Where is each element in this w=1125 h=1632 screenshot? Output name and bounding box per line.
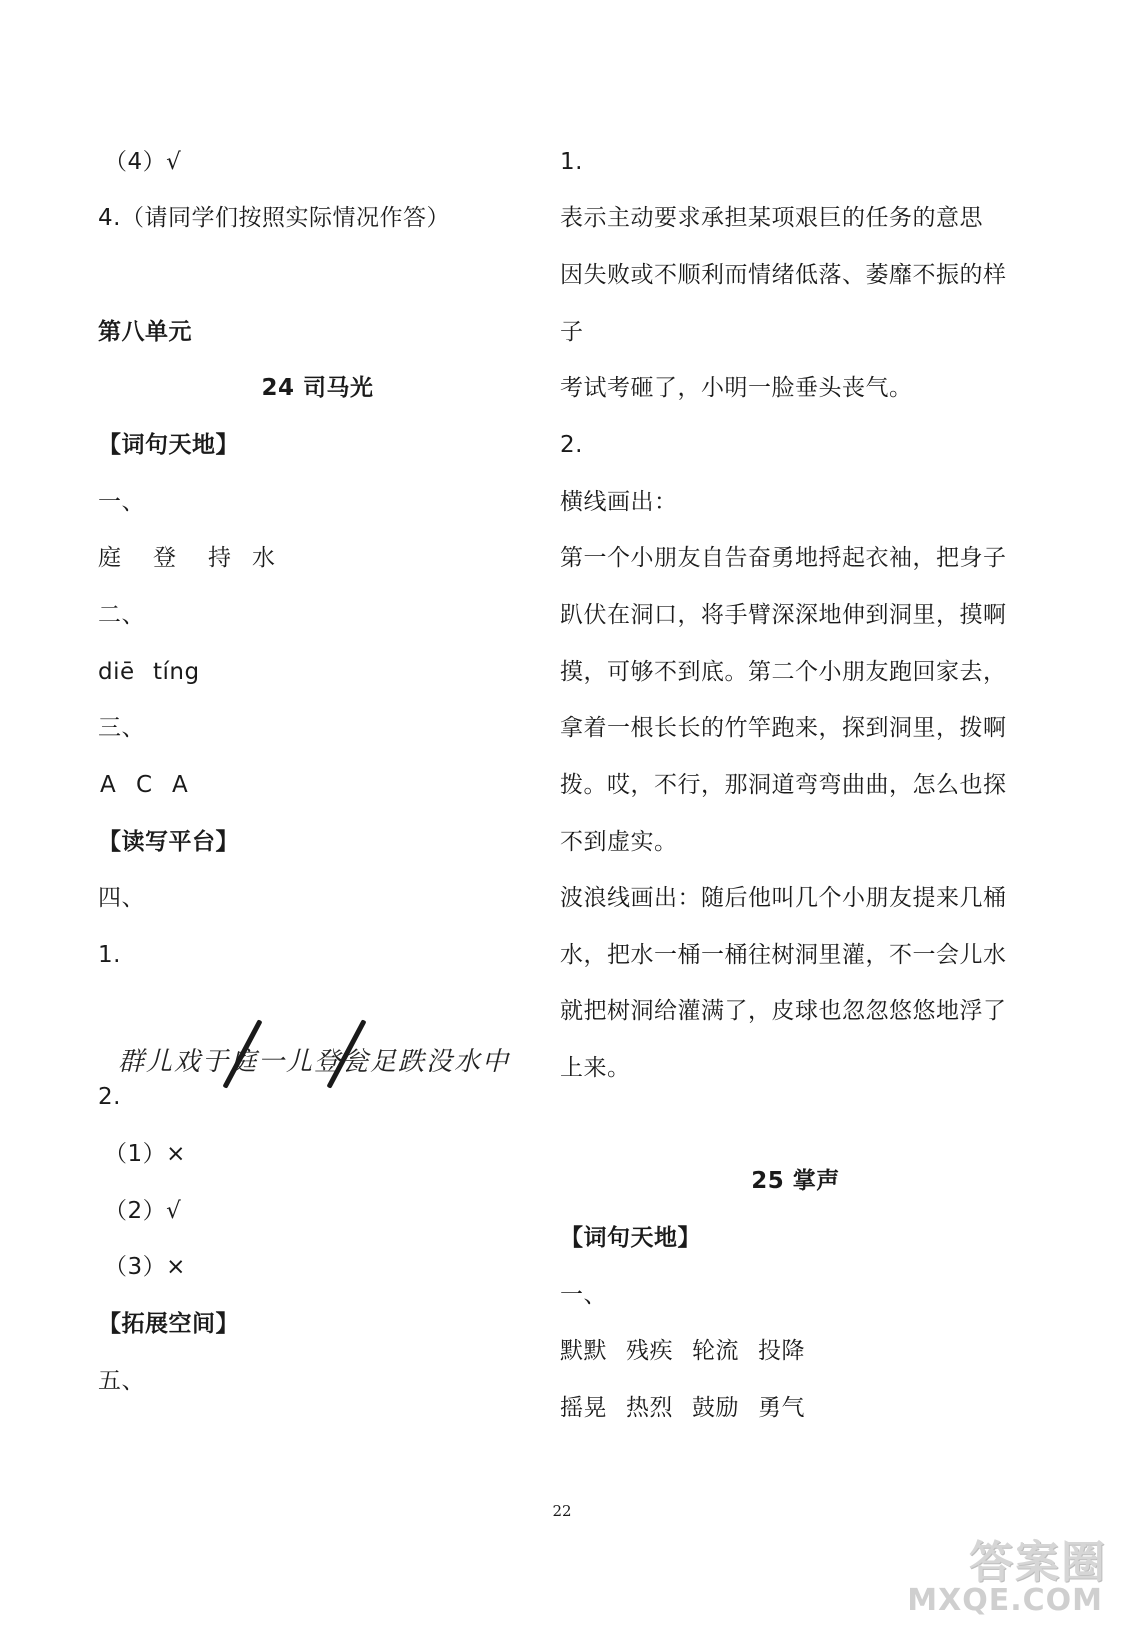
- item-2: 2.: [98, 1084, 121, 1110]
- choice-1: A: [100, 772, 117, 798]
- part-san: 三、: [98, 715, 145, 741]
- page-number: 22: [552, 1502, 572, 1520]
- r-line-9: 趴伏在洞口，将手臂深深地伸到洞里，摸啊: [560, 602, 1007, 628]
- part-yi: 一、: [98, 489, 145, 515]
- r-item-2: 2.: [560, 432, 583, 458]
- abc-answers: [100, 771, 188, 799]
- r-line-11: 拿着一根长长的竹竿跑来，探到洞里，拨啊: [560, 715, 1007, 741]
- judge-1: （1）×: [104, 1141, 186, 1167]
- word-7: 鼓励: [692, 1395, 739, 1421]
- r-line-15: 水，把水一桶一桶往树洞里灌，不一会儿水: [560, 942, 1007, 968]
- char-1: 庭: [98, 545, 122, 571]
- word-4: 投降: [758, 1338, 805, 1364]
- r-line-7: 横线画出：: [560, 489, 678, 515]
- r-line-5: 考试考砸了，小明一脸垂头丧气。: [560, 375, 913, 401]
- answer-4: 4.（请同学们按照实际情况作答）: [98, 205, 450, 231]
- word-row-2: [560, 1394, 805, 1422]
- watermark-top: 答案圈: [969, 1537, 1107, 1588]
- word-8: 勇气: [758, 1395, 805, 1421]
- section-tuozhan: 【拓展空间】: [98, 1311, 239, 1337]
- judge-2: （2）√: [104, 1198, 182, 1224]
- part-er: 二、: [98, 602, 145, 628]
- part-wu: 五、: [98, 1368, 145, 1394]
- r-line-10: 摸，可够不到底。第二个小朋友跑回家去，: [560, 659, 1007, 685]
- word-2: 残疾: [626, 1338, 673, 1364]
- choice-3: A: [172, 772, 189, 798]
- part-si: 四、: [98, 885, 145, 911]
- r-line-17: 上来。: [560, 1055, 631, 1081]
- char-2: 登: [153, 545, 177, 571]
- handwritten-sentence: 群儿戏于庭一儿登瓮足跌没水中: [118, 1047, 511, 1077]
- lesson-25-title: 25 掌声: [751, 1168, 840, 1194]
- r-line-16: 就把树洞给灌满了，皮球也忽忽悠悠地浮了: [560, 998, 1007, 1024]
- section-ciju: 【词句天地】: [98, 432, 239, 458]
- lesson-24-title: 24 司马光: [261, 375, 374, 401]
- r-part-yi: 一、: [560, 1282, 607, 1308]
- r-line-3: 因失败或不顺利而情绪低落、萎靡不振的样: [560, 262, 1007, 288]
- char-answers: [98, 544, 276, 572]
- r-item-1: 1.: [560, 149, 583, 175]
- r-line-13: 不到虚实。: [560, 829, 678, 855]
- r-line-12: 拨。哎，不行，那洞道弯弯曲曲，怎么也探: [560, 772, 1007, 798]
- word-1: 默默: [560, 1338, 607, 1364]
- answer-4-4: （4）√: [104, 149, 182, 175]
- char-3: 持: [208, 545, 232, 571]
- pinyin-1: diē: [98, 659, 135, 685]
- word-5: 摇晃: [560, 1395, 607, 1421]
- r-line-14: 波浪线画出：随后他叫几个小朋友提来几桶: [560, 885, 1007, 911]
- choice-2: C: [136, 772, 153, 798]
- char-4: 水: [252, 545, 276, 571]
- pinyin-answers: [98, 658, 200, 686]
- item-1: 1.: [98, 942, 121, 968]
- unit-heading: 第八单元: [98, 319, 192, 345]
- watermark-bottom: MXQE.COM: [907, 1583, 1103, 1618]
- watermark-logo: [907, 1526, 1107, 1618]
- judge-3: （3）×: [104, 1254, 186, 1280]
- r-line-8: 第一个小朋友自告奋勇地捋起衣袖，把身子: [560, 545, 1007, 571]
- r-line-4: 子: [560, 319, 584, 345]
- r-line-2: 表示主动要求承担某项艰巨的任务的意思: [560, 205, 983, 231]
- word-row-1: [560, 1337, 805, 1365]
- word-6: 热烈: [626, 1395, 673, 1421]
- section-duxie: 【读写平台】: [98, 829, 239, 855]
- pinyin-2: tíng: [153, 659, 200, 685]
- r-section-ciju: 【词句天地】: [560, 1225, 701, 1251]
- word-3: 轮流: [692, 1338, 739, 1364]
